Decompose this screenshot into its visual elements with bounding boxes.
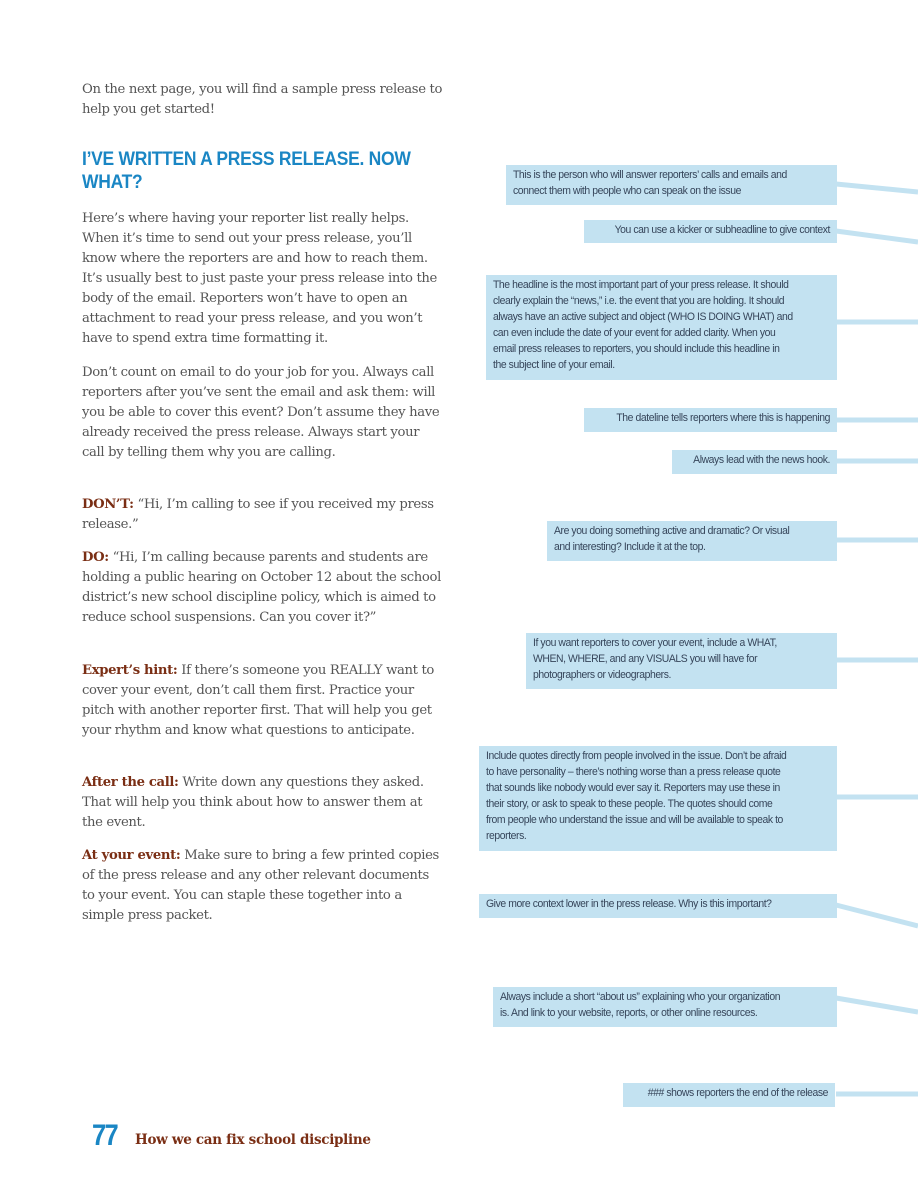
callout-what-when-where: If you want reporters to cover your event, include a WHAT, WHEN, WHERE, and any VISUALS you will have for photographers or videographers. <box>526 633 837 689</box>
paragraph-at-event: At your event: Make sure to bring a few printed copies of the press release and any other relevant documents to your event. You can staple these together into a simple press packet. <box>82 848 439 923</box>
callout-dateline: The dateline tells reporters where this is happening <box>584 408 837 432</box>
do-label: DO: <box>82 550 109 565</box>
callout-kicker: You can use a kicker or subheadline to give context <box>584 220 837 243</box>
expert-hint-label: Expert’s hint: <box>82 663 178 678</box>
paragraph-after-call: After the call: Write down any questions they asked. That will help you think about how to answer them at the event. <box>82 775 424 830</box>
connector-line <box>836 231 918 242</box>
callout-active-dramatic: Are you doing something active and dramatic? Or visual and interesting? Include it at the top. <box>547 521 837 561</box>
intro-text: On the next page, you will find a sample press release to help you get started! <box>82 82 443 117</box>
connector-line <box>836 905 918 926</box>
callout-headline: The headline is the most important part of your press release. It should clearly explain the “news,” i.e. the event that you are holding. It should always have an active subject and object (WHO IS DOING WHAT) and can even include the date of your event for added clarity. When you email press releases to reporters, you should include this headline in the subject line of your email. <box>486 275 837 380</box>
callout-more-context: Give more context lower in the press release. Why is this important? <box>479 894 837 918</box>
callout-contact: This is the person who will answer reporters’ calls and emails and connect them with people who can speak on the issue <box>506 165 837 205</box>
at-event-label: At your event: <box>82 848 181 863</box>
callout-news-hook: Always lead with the news hook. <box>672 450 837 474</box>
callout-end-marker: ### shows reporters the end of the release <box>623 1083 835 1107</box>
callout-quotes: Include quotes directly from people involved in the issue. Don’t be afraid to have personality – there’s nothing worse than a press release quote that sounds like nobody would ever say it. Reporters may use these in their story, or ask to speak to these people. The quotes should come from people who understand the issue and will be available to speak to reporters. <box>479 746 837 851</box>
footer-title: How we can fix school discipline <box>135 1132 371 1148</box>
paragraph-reporter-list: Here’s where having your reporter list really helps. When it’s time to send out your press release, you’ll know where the reporters are and how to reach them. It’s usually best to just paste your press release into the body of the email. Reporters won’t have to open an attachment to read your press release, and you won’t have to spend extra time formatting it. <box>82 211 438 346</box>
connector-line <box>836 184 918 192</box>
connector-line <box>836 998 918 1012</box>
paragraph-do: DO: “Hi, I’m calling because parents and students are holding a public hearing on October 12 about the school district’s new school discipline policy, which is aimed to reduce school suspensions. Can you cover it?” <box>82 550 441 625</box>
page-number: 77 <box>92 1119 117 1152</box>
paragraph-dont: DON’T: “Hi, I’m calling to see if you received my press release.” <box>82 497 434 532</box>
paragraph-expert-hint: Expert’s hint: If there’s someone you REALLY want to cover your event, don’t call them first. Practice your pitch with another reporter first. That will help you get your rhythm and know what questions to anticipate. <box>82 663 434 738</box>
paragraph-call-reporters: Don’t count on email to do your job for you. Always call reporters after you’ve sent the email and ask them: will you be able to cover this event? Don’t assume they have already received the press release. Always start your call by telling them why you are calling. <box>82 365 440 460</box>
after-call-label: After the call: <box>82 775 179 790</box>
section-heading: I’VE WRITTEN A PRESS RELEASE. NOW WHAT? <box>82 149 411 193</box>
callout-about-us: Always include a short “about us” explaining who your organization is. And link to your website, reports, or other online resources. <box>493 987 837 1027</box>
dont-label: DON’T: <box>82 497 134 512</box>
